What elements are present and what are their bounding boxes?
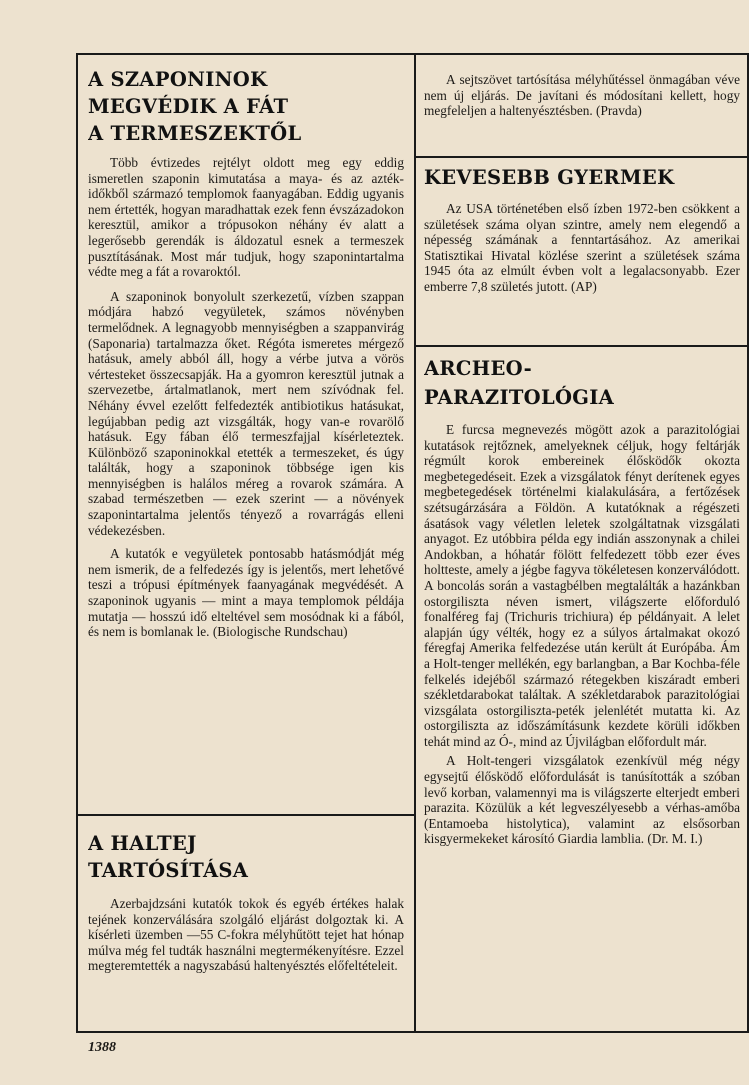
- paragraph: A Holt-tengeri vizsgálatok ezenkívül még négy egysejtű élősködő előfordulását is tanúsították a szóban levő korban, valamennyi ma is világszerte elterjedt emberi parazita. Közülük a két legveszélyesebb a vérhas-amőba (Entamoeba histolytica), valamint az elsősorban kisgyermekeket károsító Giardia lamblia. (Dr. M. I.): [424, 753, 740, 847]
- paragraph: Több évtizedes rejtélyt oldott meg egy eddig ismeretlen szaponin kimutatása a maya- és az azték-időkből származó templomok faanyagában. Eddig ugyanis nem értették, hogyan maradhattak ezek fenn évszázadokon keresztül, amikor a trópusokon néhány év alatt a legerősebb gerendák is áldozatul esnek a termeszek pusztításának. Most már tudjuk, hogy szaponintartalma védte meg a fát a rovaroktól.: [88, 155, 404, 280]
- article-title: ARCHEO- PARAZITOLÓGIA: [424, 357, 615, 409]
- article-archeo-parazitologia: [424, 354, 740, 1030]
- section-divider: [76, 814, 416, 816]
- article-title: KEVESEBB GYERMEK: [424, 166, 675, 189]
- article-szaponinok: [88, 66, 404, 810]
- paragraph: E furcsa megnevezés mögött azok a parazitológiai kutatások rejtőznek, amelyeknek céljuk, hogy feltárják régmúlt korok embereinek élősködők okozta megbetegedéseit. Ezek a vizsgálatok fényt derítenek egyes megbetegedések történelmi kialakulására, a fertőzések szétsugárzására a Földön. A kutatóknak a régészeti ásatások vagy véletlen leletek szolgáltatnak vizsgálati anyagot. Ez utóbbira példa egy indián asszonynak a chilei Andokban, a hóhatár fölött felfedezett több ezer éves holtteste, amely a jégbe fagyva tökéletesen konzerválódott. A boncolás során a vastagbélben megtalálták a hazánkban ostorgiliszta néven ismert, világszerte előforduló fonalféreg faj (Trichuris trichiura) ép példányait. A lelet alapján úgy vélték, hogy ez a súlyos ártalmakat okozó féregfaj Amerika felfedezése után került át Európába. Ám a Holt-tenger mellékén, egy barlangban, a Bar Kochba-féle felkelés idejéből származó rétegekben kiszáradt emberi székletdarabokat találtak. A székletdarabok parazitológiai vizsgálata ostorgiliszta-peték jelenlétét mutatta ki. Az ostorgiliszta az időszámításunk kezdete körüli időkben tehát mind az Ó-, mind az Újvilágban előfordult már.: [424, 422, 740, 749]
- paragraph: A kutatók e vegyületek pontosabb hatásmódját még nem ismerik, de a felfedezés így is jelentős, mert lehetővé teszi a trópusi építmények faanyagának megvédését. A szaponinok ugyanis — mint a maya templomok példája mutatja — hosszú idő elteltével sem mosódnak ki a fából, és nem is bomlanak le. (Biologische Rundschau): [88, 546, 404, 640]
- section-divider: [414, 156, 749, 158]
- column-divider: [414, 53, 416, 1033]
- paragraph: Azerbajdzsáni kutatók tokok és egyéb értékes halak tejének konzerválására szolgáló eljárást dolgoztak ki. A kísérleti üzemben —55 C-fokra mélyhűtött tejet hat hónap múlva még fel tudták használni megtermékenyítésre. Ezzel megteremtették a nagyszabású haltenyésztés előfeltételeit.: [88, 896, 404, 974]
- paragraph: Az USA történetében első ízben 1972-ben csökkent a születések száma olyan szintre, amely nem elegendő a népesség számának a fenntartásához. Az amerikai Statisztikai Hivatal közlése szerint a születések száma 1945 óta az elmúlt évben volt a legalacsonyabb. Ezer emberre 7,8 születés jutott. (AP): [424, 201, 740, 294]
- article-title: A SZAPONINOK MEGVÉDIK A FÁT A TERMESZEKTŐL: [88, 68, 302, 145]
- section-divider: [414, 345, 749, 347]
- article-haltej-continued: [424, 72, 740, 152]
- article-kevesebb-gyermek: [424, 164, 740, 342]
- page-number: 1388: [88, 1040, 116, 1055]
- paragraph: A sejtszövet tartósítása mélyhűtéssel önmagában véve nem új eljárás. De javítani és módosítani kellett, hogy megfeleljen a haltenyésztésben. (Pravda): [424, 72, 740, 119]
- paragraph: A szaponinok bonyolult szerkezetű, vízben szappan módjára habzó vegyületek, számos növényben termelődnek. A legnagyobb mennyiségben a szappanvirág (Saponaria) tartalmazza őket. Régóta ismeretes mérgező hatásuk, amely abból áll, hogy a vérbe jutva a vörös vértesteket összecsapják. Ha a gyomron keresztül jutnak a szervezetbe, ártalmatlanok, mert nem szívódnak fel. Néhány évvel ezelőtt felfedezték antibiotikus hatásukat, legújabban pedig azt vizsgálták, hogy van-e rovarölő hatásuk. Egy fában élő termeszfajjal kísérleteztek. Különböző szaponinokkal etették a termeszeket, és úgy találták, hogy a szaponinok többsége igen kis mennyiségben is halálos méreg a rovarok számára. A szabad természetben — ezek szerint — a növények szaponintartalma jelentős tényező a rovarrágás elleni védekezésben.: [88, 288, 404, 538]
- article-title: A HALTEJ TARTÓSÍTÁSA: [88, 832, 249, 882]
- article-haltej: [88, 830, 404, 1030]
